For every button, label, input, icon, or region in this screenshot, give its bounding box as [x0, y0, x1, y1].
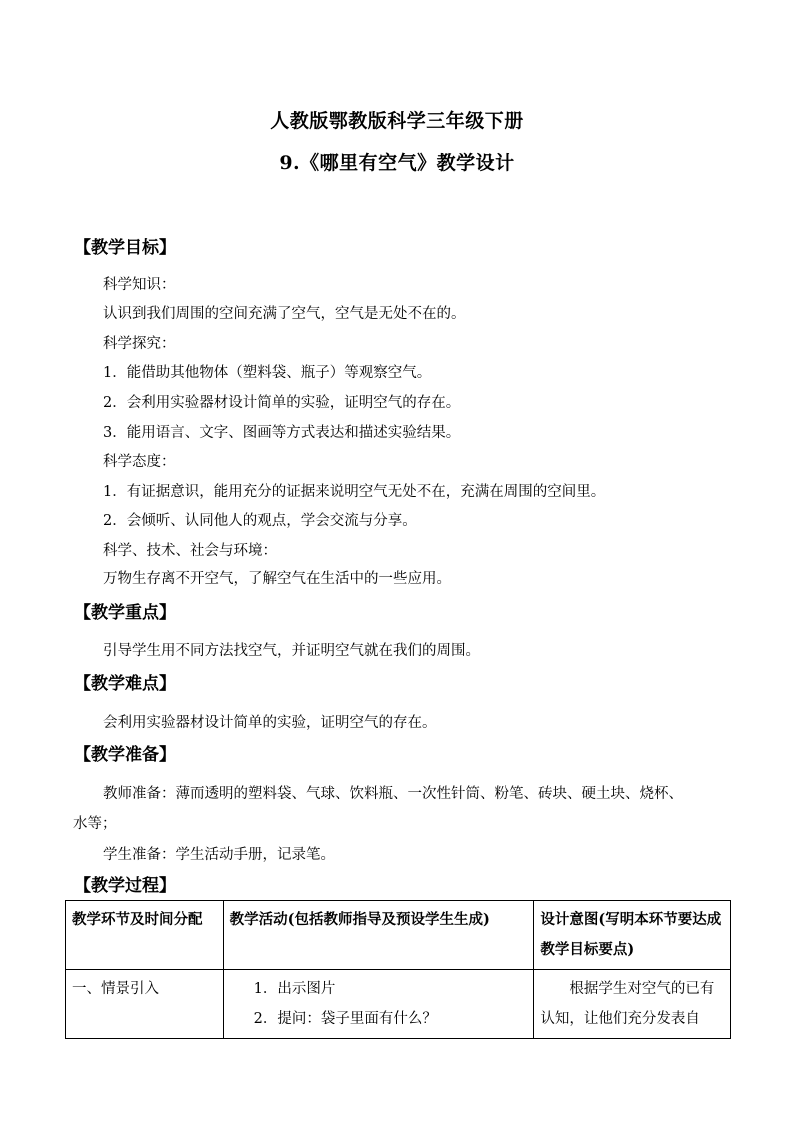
key-points-heading: 【教学重点】: [74, 603, 176, 623]
document-title: 人教版鄂教版科学三年级下册: [270, 110, 524, 132]
stage-cell: 一、情景引入: [66, 970, 224, 1039]
lesson-title: 9.《哪里有空气》教学设计: [279, 152, 515, 174]
key-points-text: 引导学生用不同方法找空气，并证明空气就在我们的周围。: [103, 643, 480, 659]
table-header-row: [66, 901, 731, 970]
objectives-heading: 【教学目标】: [74, 238, 176, 258]
activity-item: 1．出示图片: [253, 981, 336, 997]
objective-line: 科学知识：: [103, 277, 176, 293]
teacher-preparation-cont: 水等；: [73, 816, 117, 832]
objective-line: 2．会倾听、认同他人的观点，学会交流与分享。: [103, 513, 417, 529]
objective-line: 科学态度：: [103, 454, 176, 470]
header-cell-activities: 教学活动(包括教师指导及预设学生生成): [223, 901, 534, 970]
objective-line: 认识到我们周围的空间充满了空气，空气是无处不在的。: [103, 306, 466, 322]
activities-cell: [223, 970, 534, 1039]
header-cell-stage: 教学环节及时间分配: [66, 901, 224, 970]
preparation-heading: 【教学准备】: [74, 745, 176, 765]
activity-item: 2．提问：袋子里面有什么？: [253, 1011, 437, 1027]
teacher-preparation: 教师准备：薄而透明的塑料袋、气球、饮料瓶、一次性针筒、粉笔、砖块、硬土块、烧杯、: [103, 786, 683, 802]
student-preparation: 学生准备：学生活动手册，记录笔。: [103, 847, 335, 863]
difficulties-text: 会利用实验器材设计简单的实验，证明空气的存在。: [103, 715, 437, 731]
objective-line: 科学、技术、社会与环境：: [103, 543, 277, 559]
objective-line: 2．会利用实验器材设计简单的实验，证明空气的存在。: [103, 395, 461, 411]
objective-line: 万物生存离不开空气，了解空气在生活中的一些应用。: [103, 571, 451, 587]
table-row: [66, 970, 731, 1039]
objective-line: 科学探究：: [103, 336, 176, 352]
objective-line: 1．有证据意识，能用充分的证据来说明空气无处不在，充满在周围的空间里。: [103, 484, 606, 500]
objective-line: 3．能用语言、文字、图画等方式表达和描述实验结果。: [103, 425, 461, 441]
intent-cell: 根据学生对空气的已有认知，让他们充分发表自: [534, 970, 731, 1039]
process-table: [65, 900, 731, 1039]
header-cell-intent: 设计意图(写明本环节要达成教学目标要点): [534, 901, 731, 970]
process-heading: 【教学过程】: [74, 876, 176, 896]
difficulties-heading: 【教学难点】: [74, 674, 176, 694]
objective-line: 1．能借助其他物体（塑料袋、瓶子）等观察空气。: [103, 365, 432, 381]
